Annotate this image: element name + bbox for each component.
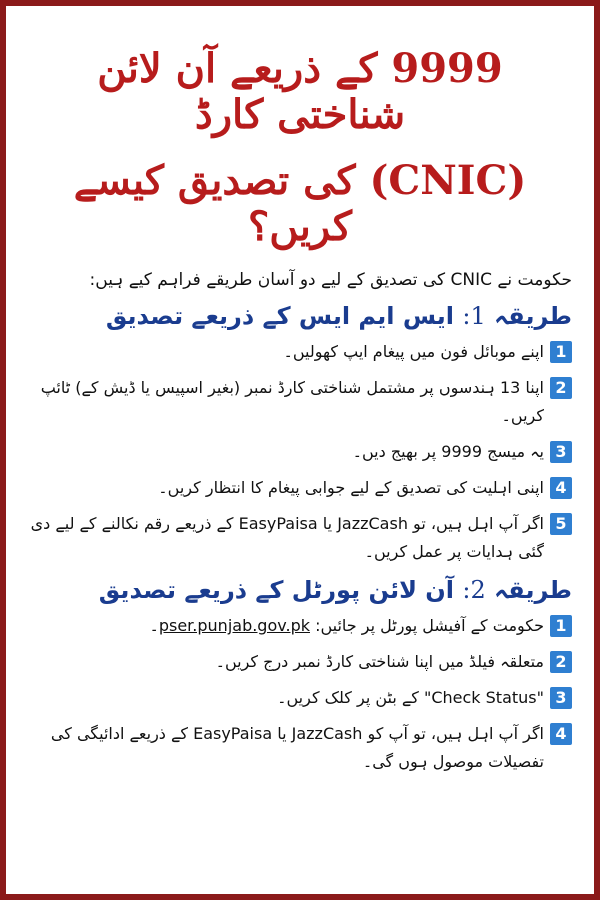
method-2-step-4 — [28, 720, 572, 776]
method-1-step-4 — [28, 474, 572, 502]
step-text: "Check Status" کے بٹن پر کلک کریں۔ — [277, 688, 544, 708]
method-2-step-3 — [28, 684, 572, 712]
content-card — [6, 6, 594, 894]
step-number-badge: 5 — [550, 513, 572, 535]
page-title-line-1: 9999 کے ذریعے آن لائن شناختی کارڈ — [97, 45, 503, 138]
method-2-title: آن لائن پورٹل کے ذریعے تصدیق — [98, 575, 455, 604]
step-number-badge: 4 — [550, 723, 572, 745]
step-text — [28, 612, 544, 640]
method-1-title: ایس ایم ایس کے ذریعے تصدیق — [105, 301, 455, 330]
step-text-main: حکومت کے آفیشل پورٹل پر جائیں: — [315, 616, 544, 636]
method-1-step-1 — [28, 338, 572, 366]
step-text: اپنے موبائل فون میں پیغام ایپ کھولیں۔ — [283, 341, 544, 361]
method-2-step-1 — [28, 612, 572, 640]
step-number-badge: 2 — [550, 377, 572, 399]
step-number-badge: 1 — [550, 341, 572, 363]
page-title-line-2: (CNIC) کی تصدیق کیسے کریں؟ — [73, 157, 527, 250]
step-number-badge: 3 — [550, 441, 572, 463]
step-text: اگر آپ اہل ہیں، تو JazzCash یا EasyPaisa کے ذریعے رقم نکالنے کے لیے دی گئی ہدایات پر عمل کریں۔ — [30, 513, 544, 561]
method-2-step-2 — [28, 648, 572, 676]
step-number-badge: 2 — [550, 651, 572, 673]
step-number-badge: 3 — [550, 687, 572, 709]
method-2-number: 2: — [462, 575, 486, 604]
method-1-step-5 — [28, 510, 572, 566]
step-text-suffix: ۔ — [149, 616, 159, 636]
step-text: یہ میسج 9999 پر بھیج دیں۔ — [352, 441, 544, 461]
step-number-badge: 1 — [550, 615, 572, 637]
method-1-label: طریقہ — [494, 301, 572, 330]
method-1-heading — [28, 300, 572, 332]
method-2-label: طریقہ — [494, 575, 572, 604]
intro-text: حکومت نے CNIC کی تصدیق کے لیے دو آسان طریقے فراہم کیے ہیں: — [89, 270, 572, 290]
method-1-step-2 — [28, 374, 572, 430]
portal-link[interactable]: pser.punjab.gov.pk — [158, 616, 310, 636]
step-text: اپنا 13 ہندسوں پر مشتمل شناختی کارڈ نمبر (بغیر اسپیس یا ڈیش کے) ٹائپ کریں۔ — [40, 377, 544, 425]
step-text: اگر آپ اہل ہیں، تو آپ کو JazzCash یا EasyPaisa کے ذریعے ادائیگی کی تفصیلات موصول ہوں گی۔ — [50, 724, 544, 772]
method-1-number: 1: — [462, 301, 486, 330]
method-1-step-3 — [28, 438, 572, 466]
method-2-heading — [28, 574, 572, 606]
step-number-badge: 4 — [550, 477, 572, 499]
step-text: متعلقہ فیلڈ میں اپنا شناختی کارڈ نمبر درج کریں۔ — [215, 652, 544, 672]
step-text: اپنی اہلیت کی تصدیق کے لیے جوابی پیغام کا انتظار کریں۔ — [158, 477, 544, 497]
